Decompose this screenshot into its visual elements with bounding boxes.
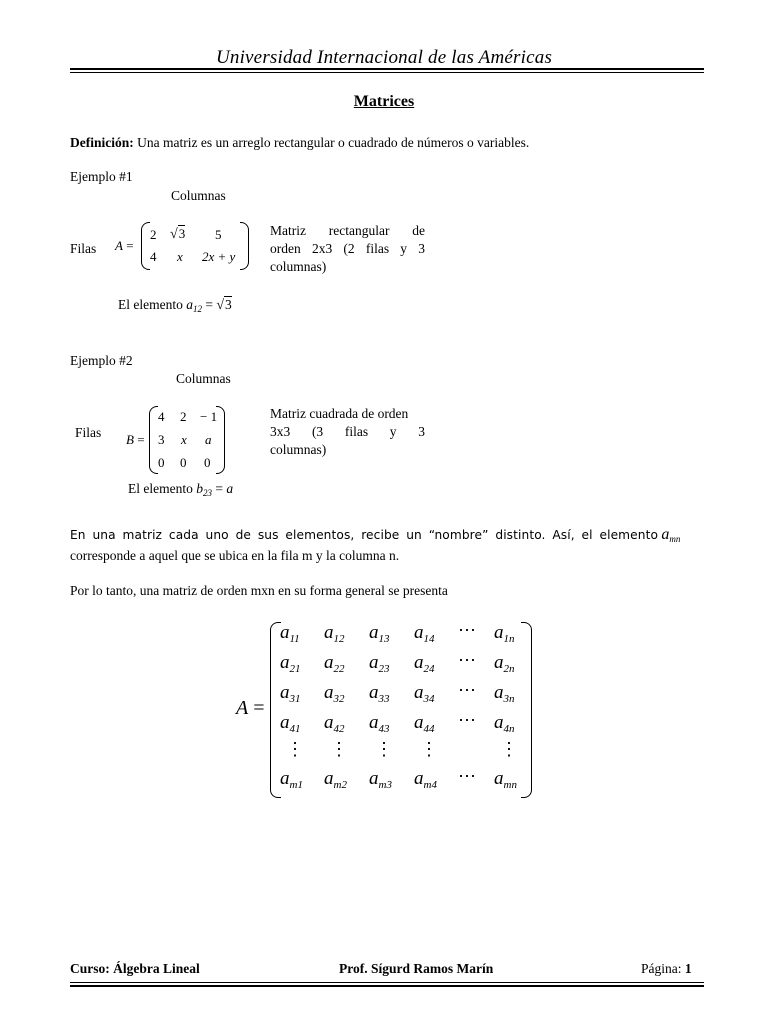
header-rule-thin [70,72,704,73]
general-entry: $a_{41}$ [280,712,301,735]
element-eq: = [205,297,213,312]
element-var: a [186,297,193,312]
general-entry: $a_{3n}$ [494,682,515,705]
example2-element [128,480,233,499]
example1-columns-label: Columnas [171,188,226,203]
element-label: El elemento [128,481,193,496]
general-entry: $a_{11}$ [280,622,300,645]
element-label: El elemento [118,297,183,312]
a-11: 2 [150,227,157,242]
right-paren [521,622,532,798]
right-paren [216,406,225,474]
b-32: 0 [180,455,187,470]
general-entry: $a_{13}$ [369,622,390,645]
general-matrix-name-eq [236,697,265,720]
university-header: Universidad Internacional de las Américas [215,47,553,68]
sqrt-icon: √ [216,298,225,313]
general-entry: $a_{22}$ [324,652,345,675]
left-paren [149,406,158,474]
general-entry: $a_{21}$ [280,652,301,675]
element-val: a [226,481,234,496]
example1-matrix [141,222,249,270]
paragraph1-line2: corresponde a aquel que se ubica en la fila m y la columna n. [70,548,400,563]
paragraph1-text: En una matriz cada uno de sus elementos, recibe un “nombre” distinto. Así, el elemento [70,528,658,542]
b-11: 4 [158,409,165,424]
footer-rule-thick [70,985,704,987]
matrix-b-eq: = [137,432,145,447]
left-paren [141,222,150,270]
vertical-dots: ⋮ [375,739,393,759]
matrix-a-name: A [115,238,123,253]
page-title: Matrices [353,93,415,110]
general-entry: $a_{m4}$ [414,768,437,791]
matrix-b-name: B [126,432,134,447]
example1-matrix-name-eq [115,238,134,254]
b-22: x [181,432,187,447]
horizontal-dots: ⋯ [458,650,476,670]
footer-professor: Prof. Sígurd Ramos Marín [339,961,494,976]
general-entry: $a_{m1}$ [280,768,303,791]
example2-desc-line2: 3x3 (3 filas y 3 [270,424,425,439]
b-23: a [205,432,212,447]
general-entry: $a_{14}$ [414,622,435,645]
vertical-dots: ⋮ [500,739,518,759]
paragraph2: Por lo tanto, una matriz de orden mxn en su forma general se presenta [70,583,448,598]
example1-rows-label: Filas [70,241,97,256]
example1-desc-line1: Matriz rectangular de [270,223,425,238]
b-31: 0 [158,455,165,470]
general-entry: $a_{34}$ [414,682,435,705]
general-entry: $a_{43}$ [369,712,390,735]
right-paren [240,222,249,270]
general-entry: $a_{24}$ [414,652,435,675]
general-matrix-eq: = [253,697,265,719]
a-12: √3 [170,226,186,242]
example2-heading: Ejemplo #2 [70,353,133,368]
general-entry: $a_{23}$ [369,652,390,675]
a-13: 5 [215,227,222,242]
footer-page-label: Página: [641,961,685,976]
definition-text: Una matriz es un arreglo rectangular o cuadrado de números o variables. [133,135,530,150]
example2-rows-label: Filas [75,425,102,440]
b-13: − 1 [200,409,218,424]
general-entry: $a_{31}$ [280,682,301,705]
general-matrix-name: A [236,697,249,719]
definition-label: Definición: [70,135,134,150]
vertical-dots: ⋮ [420,739,438,759]
vertical-dots: ⋮ [330,739,348,759]
general-entry: $a_{m3}$ [369,768,392,791]
footer-rule-thin [70,982,704,983]
element-val: 3 [225,297,232,312]
b-12: 2 [180,409,187,424]
a-mn-var: a [661,526,670,543]
general-matrix [270,622,532,798]
example1-desc-line3: columnas) [270,259,327,274]
matrix-a-eq: = [126,238,134,253]
general-entry: $a_{mn}$ [494,768,517,791]
general-entry: $a_{32}$ [324,682,345,705]
general-entry: $a_{44}$ [414,712,435,735]
general-entry: $a_{4n}$ [494,712,515,735]
general-entry: $a_{12}$ [324,622,345,645]
general-entry: $a_{1n}$ [494,622,515,645]
a-22: x [177,249,183,264]
b-33: 0 [204,455,211,470]
general-entry: $a_{2n}$ [494,652,515,675]
example2-columns-label: Columnas [176,371,231,386]
sqrt-icon: √ [170,227,178,242]
example1-element [118,296,232,315]
example2-matrix [149,406,225,474]
element-sub: 23 [202,488,212,498]
header-rule-thick [70,68,704,70]
a-21: 4 [150,249,157,264]
footer-page-number: 1 [684,961,692,976]
b-21: 3 [158,432,165,447]
footer-page [641,961,692,977]
horizontal-dots: ⋯ [458,620,476,640]
horizontal-dots: ⋯ [458,710,476,730]
horizontal-dots: ⋯ [458,680,476,700]
vertical-dots: ⋮ [286,739,304,759]
a-mn-sub: mn [669,534,681,544]
general-entry: $a_{33}$ [369,682,390,705]
paragraph1-line1 [70,526,698,545]
general-entry: $a_{m2}$ [324,768,347,791]
element-sub: 12 [192,304,202,314]
example2-matrix-name-eq [126,432,145,448]
horizontal-dots: ⋯ [458,766,476,786]
general-entry: $a_{42}$ [324,712,345,735]
footer-course: Curso: Álgebra Lineal [70,961,200,976]
element-eq: = [215,481,223,496]
example2-desc-line1: Matriz cuadrada de orden [270,406,409,421]
element-var: b [196,481,203,496]
definition-paragraph [70,134,710,152]
a-23: 2x + y [202,249,236,264]
example1-desc-line2: orden 2x3 (2 filas y 3 [270,241,425,256]
example2-desc-line3: columnas) [270,442,327,457]
example1-heading: Ejemplo #1 [70,169,133,184]
